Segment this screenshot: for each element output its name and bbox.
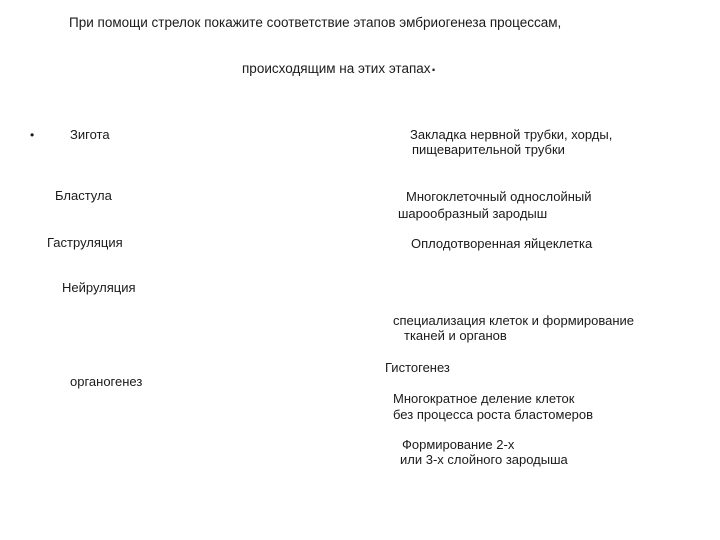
title-end-mark: . bbox=[430, 51, 437, 76]
title-line-2 bbox=[242, 51, 437, 77]
stage-blastula: Бластула bbox=[55, 188, 112, 203]
process-2-line-2: шарообразный зародыш bbox=[398, 206, 548, 221]
process-2-line-1: Многоклеточный однослойный bbox=[406, 189, 592, 204]
process-7-line-2: или 3-х слойного зародыша bbox=[400, 452, 568, 467]
stage-zygote: Зигота bbox=[70, 127, 110, 142]
title-line-1: При помощи стрелок покажите соответствие этапов эмбриогенеза процессам, bbox=[69, 15, 562, 30]
title-line-2-text: происходящим на этих этапах bbox=[242, 61, 431, 76]
process-1-line-1: Закладка нервной трубки, хорды, bbox=[410, 127, 613, 142]
bullet-marker: • bbox=[30, 128, 35, 142]
process-5: Гистогенез bbox=[385, 360, 450, 375]
process-4-line-1: специализация клеток и формирование bbox=[393, 313, 635, 328]
process-3: Оплодотворенная яйцеклетка bbox=[411, 236, 593, 251]
stage-neurulation: Нейруляция bbox=[62, 280, 136, 295]
process-6-line-1: Многократное деление клеток bbox=[393, 391, 575, 406]
process-7-line-1: Формирование 2-х bbox=[402, 437, 515, 452]
stage-organogenesis: органогенез bbox=[70, 374, 143, 389]
stage-gastrulation: Гаструляция bbox=[47, 235, 123, 250]
process-1-line-2: пищеварительной трубки bbox=[412, 142, 565, 157]
process-6-line-2: без процесса роста бластомеров bbox=[393, 407, 594, 422]
process-4-line-2: тканей и органов bbox=[404, 328, 507, 343]
